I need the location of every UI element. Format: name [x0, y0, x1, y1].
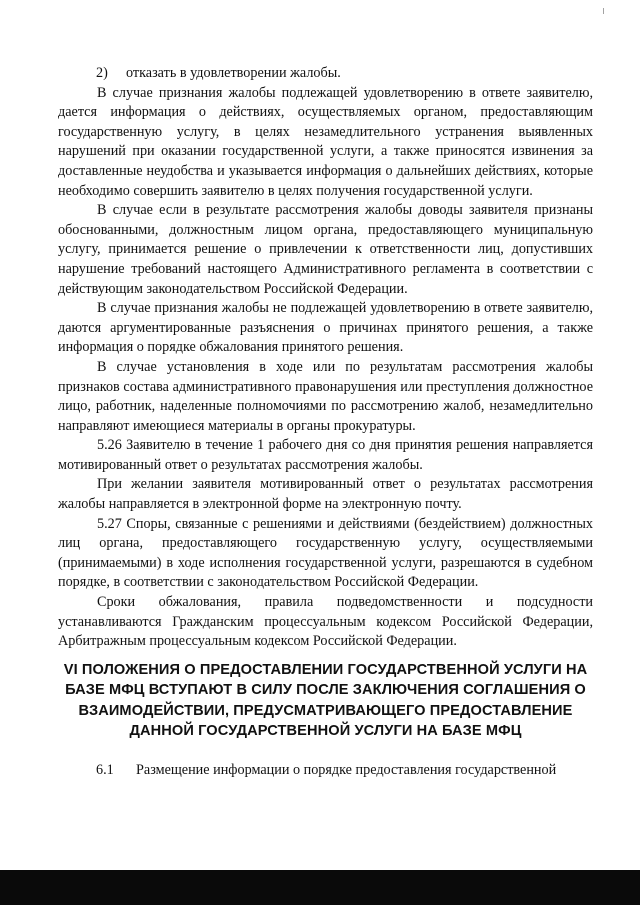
list-item-text: Размещение информации о порядке предоставления государственной: [136, 762, 557, 779]
list-item-text: отказать в удовлетворении жалобы.: [126, 65, 341, 81]
paragraph-prosecutor-referral: В случае установления в ходе или по результатам рассмотрения жалобы признаков состава административного правонарушения или преступления должностное лицо, работник, наделенные полномочиями по рассмотрению жалоб, незамедлительно направляют имеющиеся материалы в органы прокуратуры.: [58, 358, 593, 434]
paragraph-rejected-complaint: В случае признания жалобы не подлежащей удовлетворению в ответе заявителю, даются аргументированные разъяснения о причинах принятого решения, а также информация о порядке обжалования принятого решения.: [58, 300, 593, 356]
list-item-2: [58, 64, 593, 84]
paragraph-satisfied-complaint: В случае признания жалобы подлежащей удовлетворению в ответе заявителю, дается информация о действиях, осуществляемых органом, предоставляющим государственную услугу, в целях незамедлительного устранения выявленных нарушений при оказании государственной услуги, а также приносятся извинения за доставленные неудобства и указывается информация о дальнейших действиях, которые необходимо совершить заявителю в целях получения государственной услуги.: [58, 84, 593, 199]
paragraph-appeal-terms: Сроки обжалования, правила подведомственности и подсудности устанавливаются Гражданским процессуальным кодексом Российской Федерации, Арбитражным процессуальным кодексом Российской Федерации.: [58, 594, 593, 650]
paragraph-liability-decision: В случае если в результате рассмотрения жалобы доводы заявителя признаны обоснованными, должностным лицом органа, предоставляющего муниципальную услугу, принимается решение о привлечении к ответственности лиц, допустивших нарушение требований настоящего Административного регламента в соответствии с действующим законодательством Российской Федерации.: [58, 202, 593, 297]
document-body: [58, 64, 593, 781]
scan-bottom-edge: [0, 870, 640, 905]
paragraph-5-27: 5.27 Споры, связанные с решениями и действиями (бездействием) должностных лиц органа, предоставляющего государственную услугу, осуществляемыми (принимаемыми) в ходе исполнения государственной услуги, разрешаются в судебном порядке, в соответствии с законодательством Российской Федерации.: [58, 515, 593, 591]
paragraph-5-26: 5.26 Заявителю в течение 1 рабочего дня со дня принятия решения направляется мотивированный ответ о результатах рассмотрения жалобы.: [58, 437, 593, 473]
list-item-number: 6.1: [96, 762, 114, 779]
list-item-6-1: [58, 761, 593, 781]
paragraph-email-response: При желании заявителя мотивированный ответ о результатах рассмотрения жалобы направляется в электронной форме на электронную почту.: [58, 476, 593, 513]
section-heading: VI ПОЛОЖЕНИЯ О ПРЕДОСТАВЛЕНИИ ГОСУДАРСТВЕННОЙ УСЛУГИ НА БАЗЕ МФЦ ВСТУПАЮТ В СИЛУ ПОСЛЕ ЗАКЛЮЧЕНИЯ СОГЛАШЕНИЯ О ВЗАИМОДЕЙСТВИИ, ПРЕДУСМАТРИВАЮЩЕГО ПРЕДОСТАВЛЕНИЕ ДАННОЙ ГОСУДАРСТВЕННОЙ УСЛУГИ НА БАЗЕ МФЦ: [63, 661, 588, 740]
list-item-number: 2): [96, 65, 108, 81]
scan-mark: [599, 8, 604, 14]
